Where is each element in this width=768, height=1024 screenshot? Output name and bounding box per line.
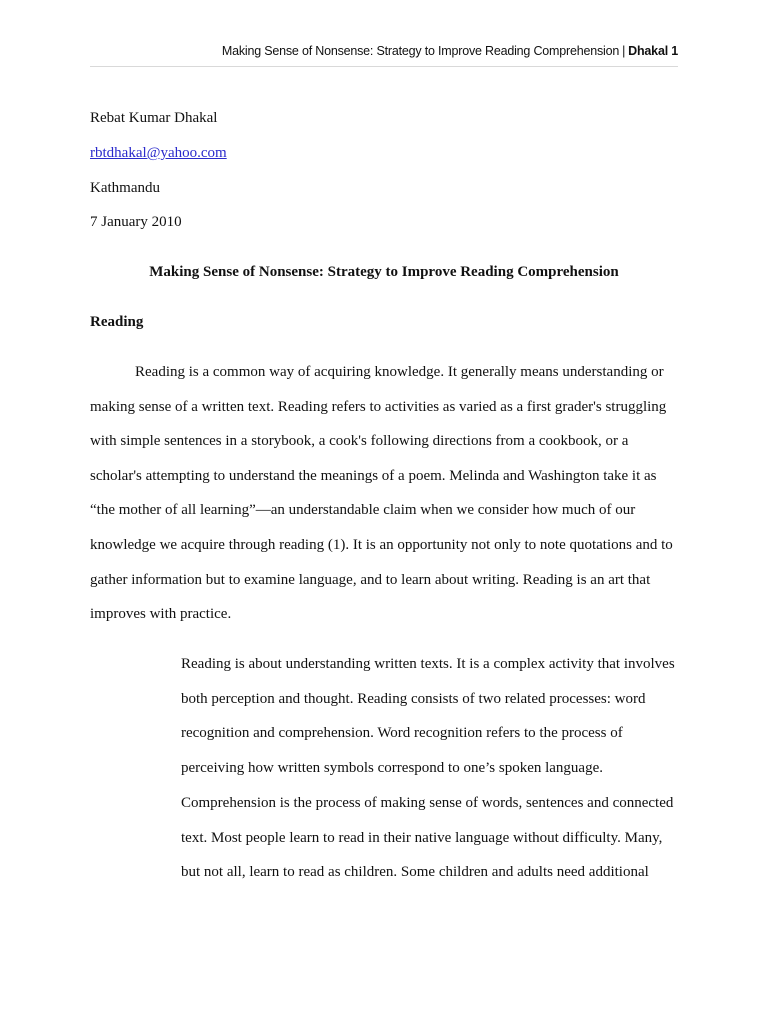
document-date: 7 January 2010 [90,214,182,230]
paragraph-line: with simple sentences in a storybook, a cook's following directions from a cookbook, or a [90,433,629,450]
section-heading: Reading [90,314,144,330]
body-paragraph [90,355,680,632]
block-quote [181,647,681,890]
paragraph-line: making sense of a written text. Reading refers to activities as varied as a first grader's struggling [90,398,667,415]
running-header-separator: | [622,44,626,58]
block-quote-line: perceiving how written symbols correspond to one’s spoken language. [181,760,603,777]
paragraph-line: improves with practice. [90,606,232,623]
paragraph-line: “the mother of all learning”—an understandable claim when we consider how much of our [90,502,636,519]
author-name: Rebat Kumar Dhakal [90,110,218,126]
paragraph-line: Reading is a common way of acquiring knowledge. It generally means understanding or [135,364,664,380]
author-city: Kathmandu [90,180,160,196]
paragraph-line: knowledge we acquire through reading (1). It is an opportunity not only to note quotations and to [90,536,673,553]
document-title: Making Sense of Nonsense: Strategy to Improve Reading Comprehension [149,264,619,280]
block-quote-line: text. Most people learn to read in their native language without difficulty. Many, [181,829,663,846]
running-header-title: Making Sense of Nonsense: Strategy to Improve Reading Comprehension [221,44,620,58]
block-quote-line: both perception and thought. Reading consists of two related processes: word [181,690,646,707]
block-quote-line: but not all, learn to read as children. Some children and adults need additional [181,864,649,881]
block-quote-line: Reading is about understanding written texts. It is a complex activity that involves [181,656,675,672]
paragraph-line: scholar's attempting to understand the meanings of a poem. Melinda and Washington take it as [90,467,657,484]
paragraph-line: gather information but to examine language, and to learn about writing. Reading is an art that [90,571,651,588]
block-quote-line: recognition and comprehension. Word recognition refers to the process of [181,725,623,742]
email-link[interactable]: rbtdhakal@yahoo.com [90,145,227,161]
page-folio: Dhakal 1 [628,44,678,58]
block-quote-line: Comprehension is the process of making sense of words, sentences and connected [181,794,674,811]
running-header [90,44,678,67]
